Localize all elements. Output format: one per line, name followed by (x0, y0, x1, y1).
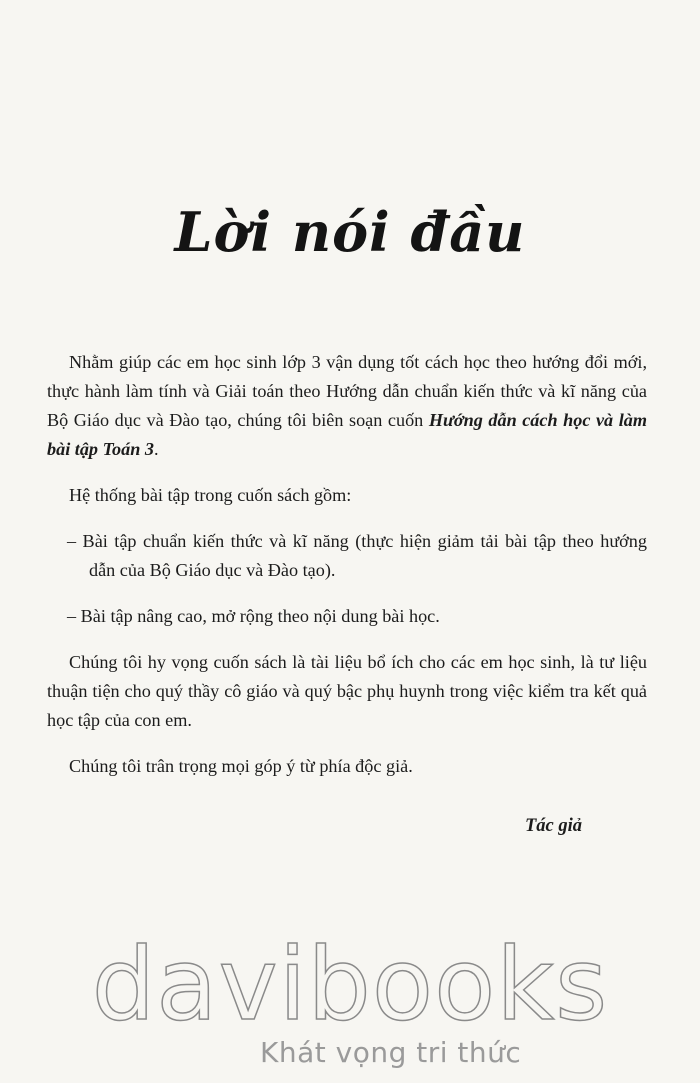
preface-body (47, 348, 647, 798)
thanks-paragraph: Chúng tôi trân trọng mọi góp ý từ phía độc giả. (69, 756, 413, 776)
bullet-item-1: – Bài tập chuẩn kiến thức và kĩ năng (thực hiện giảm tải bài tập theo hướng dẫn của Bộ Giáo dục và Đào tạo). (67, 531, 647, 580)
book-title: Hướng dẫn cách học và làm bài tập Toán 3 (47, 410, 647, 459)
page-title: Lời nói đầu (174, 200, 526, 264)
intro-paragraph (47, 348, 647, 464)
intro-text: Nhằm giúp các em học sinh lớp 3 vận dụng tốt cách học theo hướng đổi mới, thực hành làm tính và Giải toán theo Hướng dẫn chuẩn kiến thức và kĩ năng của Bộ Giáo dục và Đào tạo, chúng tôi biên soạn cuốn (47, 352, 647, 430)
bullet-item-2: – Bài tập nâng cao, mở rộng theo nội dung bài học. (67, 606, 440, 626)
watermark-tagline: Khát vọng tri thức (260, 1036, 522, 1069)
author-signature: Tác giả (524, 816, 582, 836)
system-intro-paragraph: Hệ thống bài tập trong cuốn sách gồm: (69, 485, 352, 505)
watermark-logo: davibooks (91, 926, 609, 1043)
hope-paragraph: Chúng tôi hy vọng cuốn sách là tài liệu bổ ích cho các em học sinh, là tư liệu thuận tiện cho quý thầy cô giáo và quý bậc phụ huynh trong việc kiểm tra kết quả học tập của con em. (47, 652, 647, 730)
intro-end: . (153, 439, 159, 459)
